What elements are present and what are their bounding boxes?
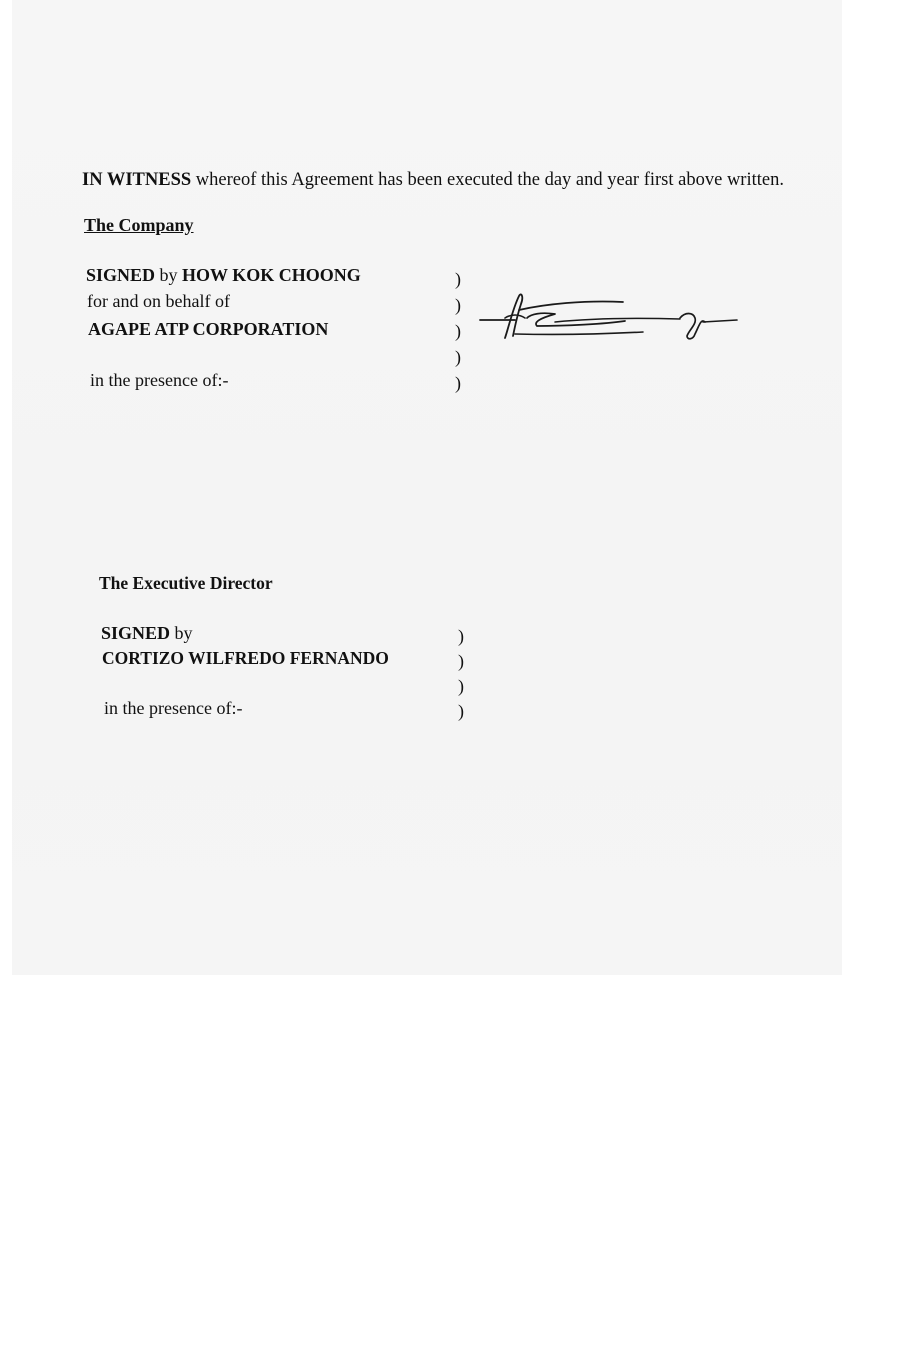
executive-paren-1: ): [458, 626, 464, 646]
company-presence: in the presence of:-: [90, 370, 229, 390]
company-paren-4: ): [455, 347, 461, 367]
executive-paren-3: ): [458, 676, 464, 696]
company-behalf: for and on behalf of: [87, 291, 230, 311]
executive-signed-label: SIGNED: [101, 623, 171, 643]
executive-signed-line: [101, 624, 193, 642]
company-entity: AGAPE ATP CORPORATION: [88, 319, 329, 339]
witness-clause: [82, 171, 784, 190]
witness-bold: IN WITNESS: [82, 170, 192, 190]
scanned-page: [12, 0, 842, 975]
company-paren-1: ): [455, 269, 461, 289]
company-paren-5: ): [455, 373, 461, 393]
handwritten-signature: [475, 288, 745, 346]
company-signed-line: [86, 266, 361, 284]
company-signed-by: by: [155, 265, 183, 285]
executive-paren-4: ): [458, 701, 464, 721]
company-signed-label: SIGNED: [86, 265, 156, 285]
executive-signatory: CORTIZO WILFREDO FERNANDO: [102, 648, 389, 668]
executive-presence: in the presence of:-: [104, 698, 243, 718]
witness-rest: whereof this Agreement has been executed the day and year first above written.: [191, 170, 784, 190]
executive-signed-by: by: [170, 623, 193, 643]
company-heading: The Company: [84, 215, 194, 235]
company-paren-3: ): [455, 321, 461, 341]
company-paren-2: ): [455, 295, 461, 315]
company-signatory: HOW KOK CHOONG: [182, 265, 361, 285]
executive-paren-2: ): [458, 651, 464, 671]
executive-heading: The Executive Director: [99, 573, 273, 593]
